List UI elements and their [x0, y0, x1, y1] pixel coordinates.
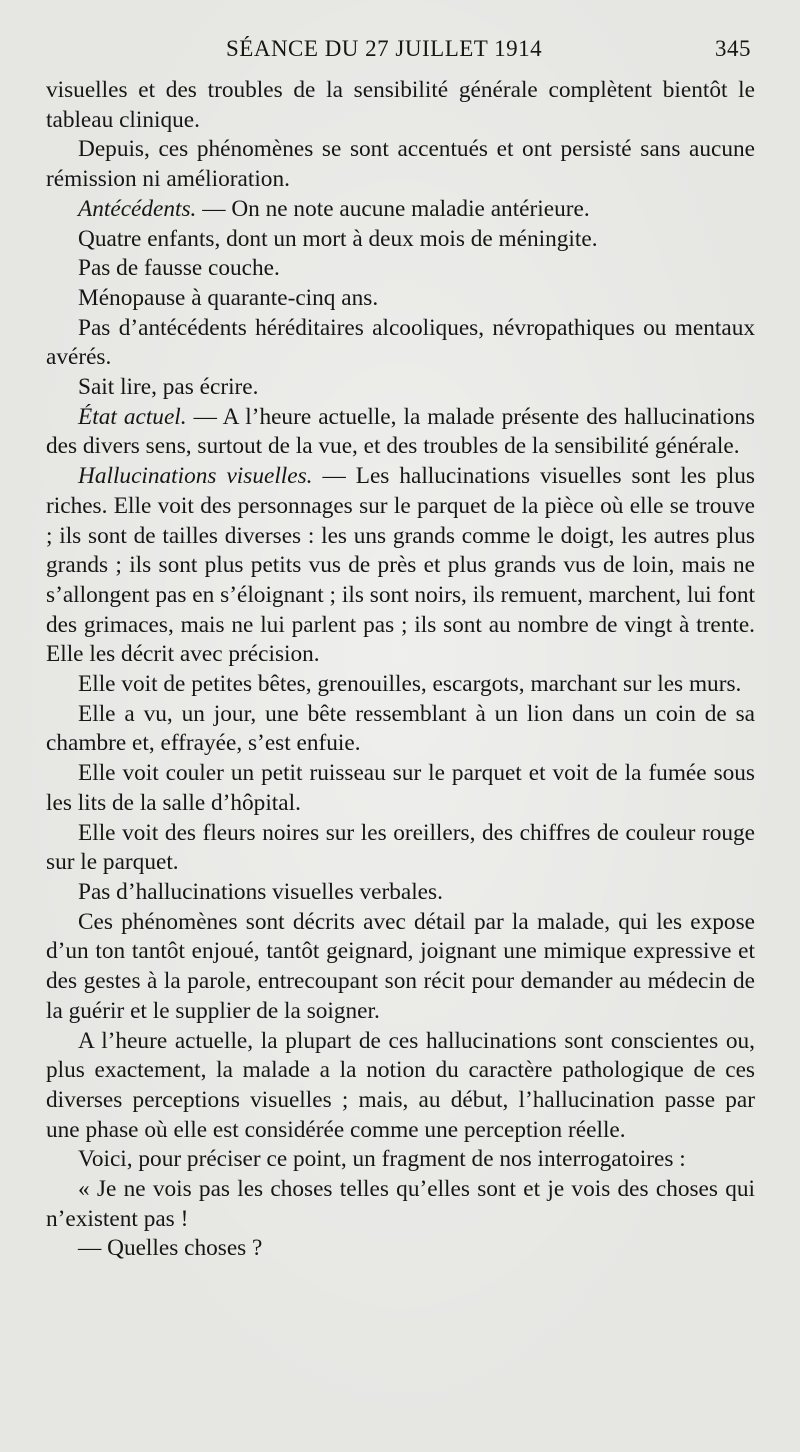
paragraph: Hallucinations visuelles. — Les hallucinations visuelles sont les plus riches. Elle voit des personnages sur le parquet de la pièce où elle se trouve ; ils sont de tailles diverses : les uns grands comme le doigt, les autres plus grands ; ils sont plus petits vus de près et plus grands vus de loin, mais ne s’allongent pas en s’éloignant ; ils sont noirs, ils remuent, marchent, lui font des grimaces, mais ne lui parlent pas ; ils sont au nombre de vingt à trente. Elle les décrit avec précision.	[46, 463, 755, 668]
paragraph: visuelles et des troubles de la sensibilité générale complètent bientôt le tableau clinique.	[46, 77, 755, 133]
paragraph: Ces phénomènes sont décrits avec détail par la malade, qui les expose d’un ton tantôt enjoué, tantôt geignard, joignant une mimique expressive et des gestes à la parole, entrecoupant son récit pour demander au médecin de la guérir et le supplier de la soigner.	[46, 908, 755, 1024]
paragraph: Depuis, ces phénomènes se sont accentués et ont persisté sans aucune rémission ni amélioration.	[46, 136, 755, 193]
running-head-title: SÉANCE DU 27 JUILLET 1914	[226, 36, 543, 61]
paragraph: « Je ne vois pas les choses telles qu’elles sont et je vois des choses qui n’existent pas !	[46, 1176, 755, 1232]
paragraph: Sait lire, pas écrire.	[78, 374, 259, 401]
paragraph: Elle a vu, un jour, une bête ressemblant à un lion dans un coin de sa chambre et, effrayée, s’est enfuie.	[46, 700, 755, 757]
section-lead: Hallucinations visuelles.	[78, 463, 313, 490]
section-lead: État actuel.	[78, 403, 187, 430]
paragraph: Pas d’hallucinations visuelles verbales.	[78, 878, 443, 905]
page-number: 345	[715, 36, 751, 61]
paragraph: — Quelles choses ?	[78, 1235, 263, 1262]
body-text	[46, 76, 755, 1264]
paragraph: Pas de fausse couche.	[78, 255, 280, 282]
paragraph: Antécédents. — On ne note aucune maladie antérieure.	[78, 195, 590, 222]
running-head	[46, 36, 755, 76]
paragraph: A l’heure actuelle, la plupart de ces hallucinations sont conscientes ou, plus exactement, la malade a la notion du caractère pathologique de ces diverses perceptions visuelles ; mais, au début, l’hallucination passe par une phase où elle est considérée comme une perception réelle.	[46, 1027, 755, 1143]
paragraph: Pas d’antécédents héréditaires alcooliques, névropathiques ou mentaux avérés.	[46, 314, 755, 371]
paragraph: État actuel. — A l’heure actuelle, la malade présente des hallucinations des divers sens, surtout de la vue, et des troubles de la sensibilité générale.	[46, 403, 755, 460]
paragraph: Elle voit de petites bêtes, grenouilles, escargots, marchant sur les murs.	[78, 671, 742, 698]
paragraph: Elle voit couler un petit ruisseau sur le parquet et voit de la fumée sous les lits de la salle d’hôpital.	[46, 760, 755, 816]
paragraph: Quatre enfants, dont un mort à deux mois de méningite.	[78, 225, 598, 252]
paragraph: Elle voit des fleurs noires sur les oreillers, des chiffres de couleur rouge sur le parquet.	[46, 819, 755, 876]
section-lead: Antécédents.	[78, 195, 197, 222]
paragraph: Ménopause à quarante-cinq ans.	[78, 284, 379, 311]
paragraph: Voici, pour préciser ce point, un fragment de nos interrogatoires :	[78, 1146, 686, 1173]
